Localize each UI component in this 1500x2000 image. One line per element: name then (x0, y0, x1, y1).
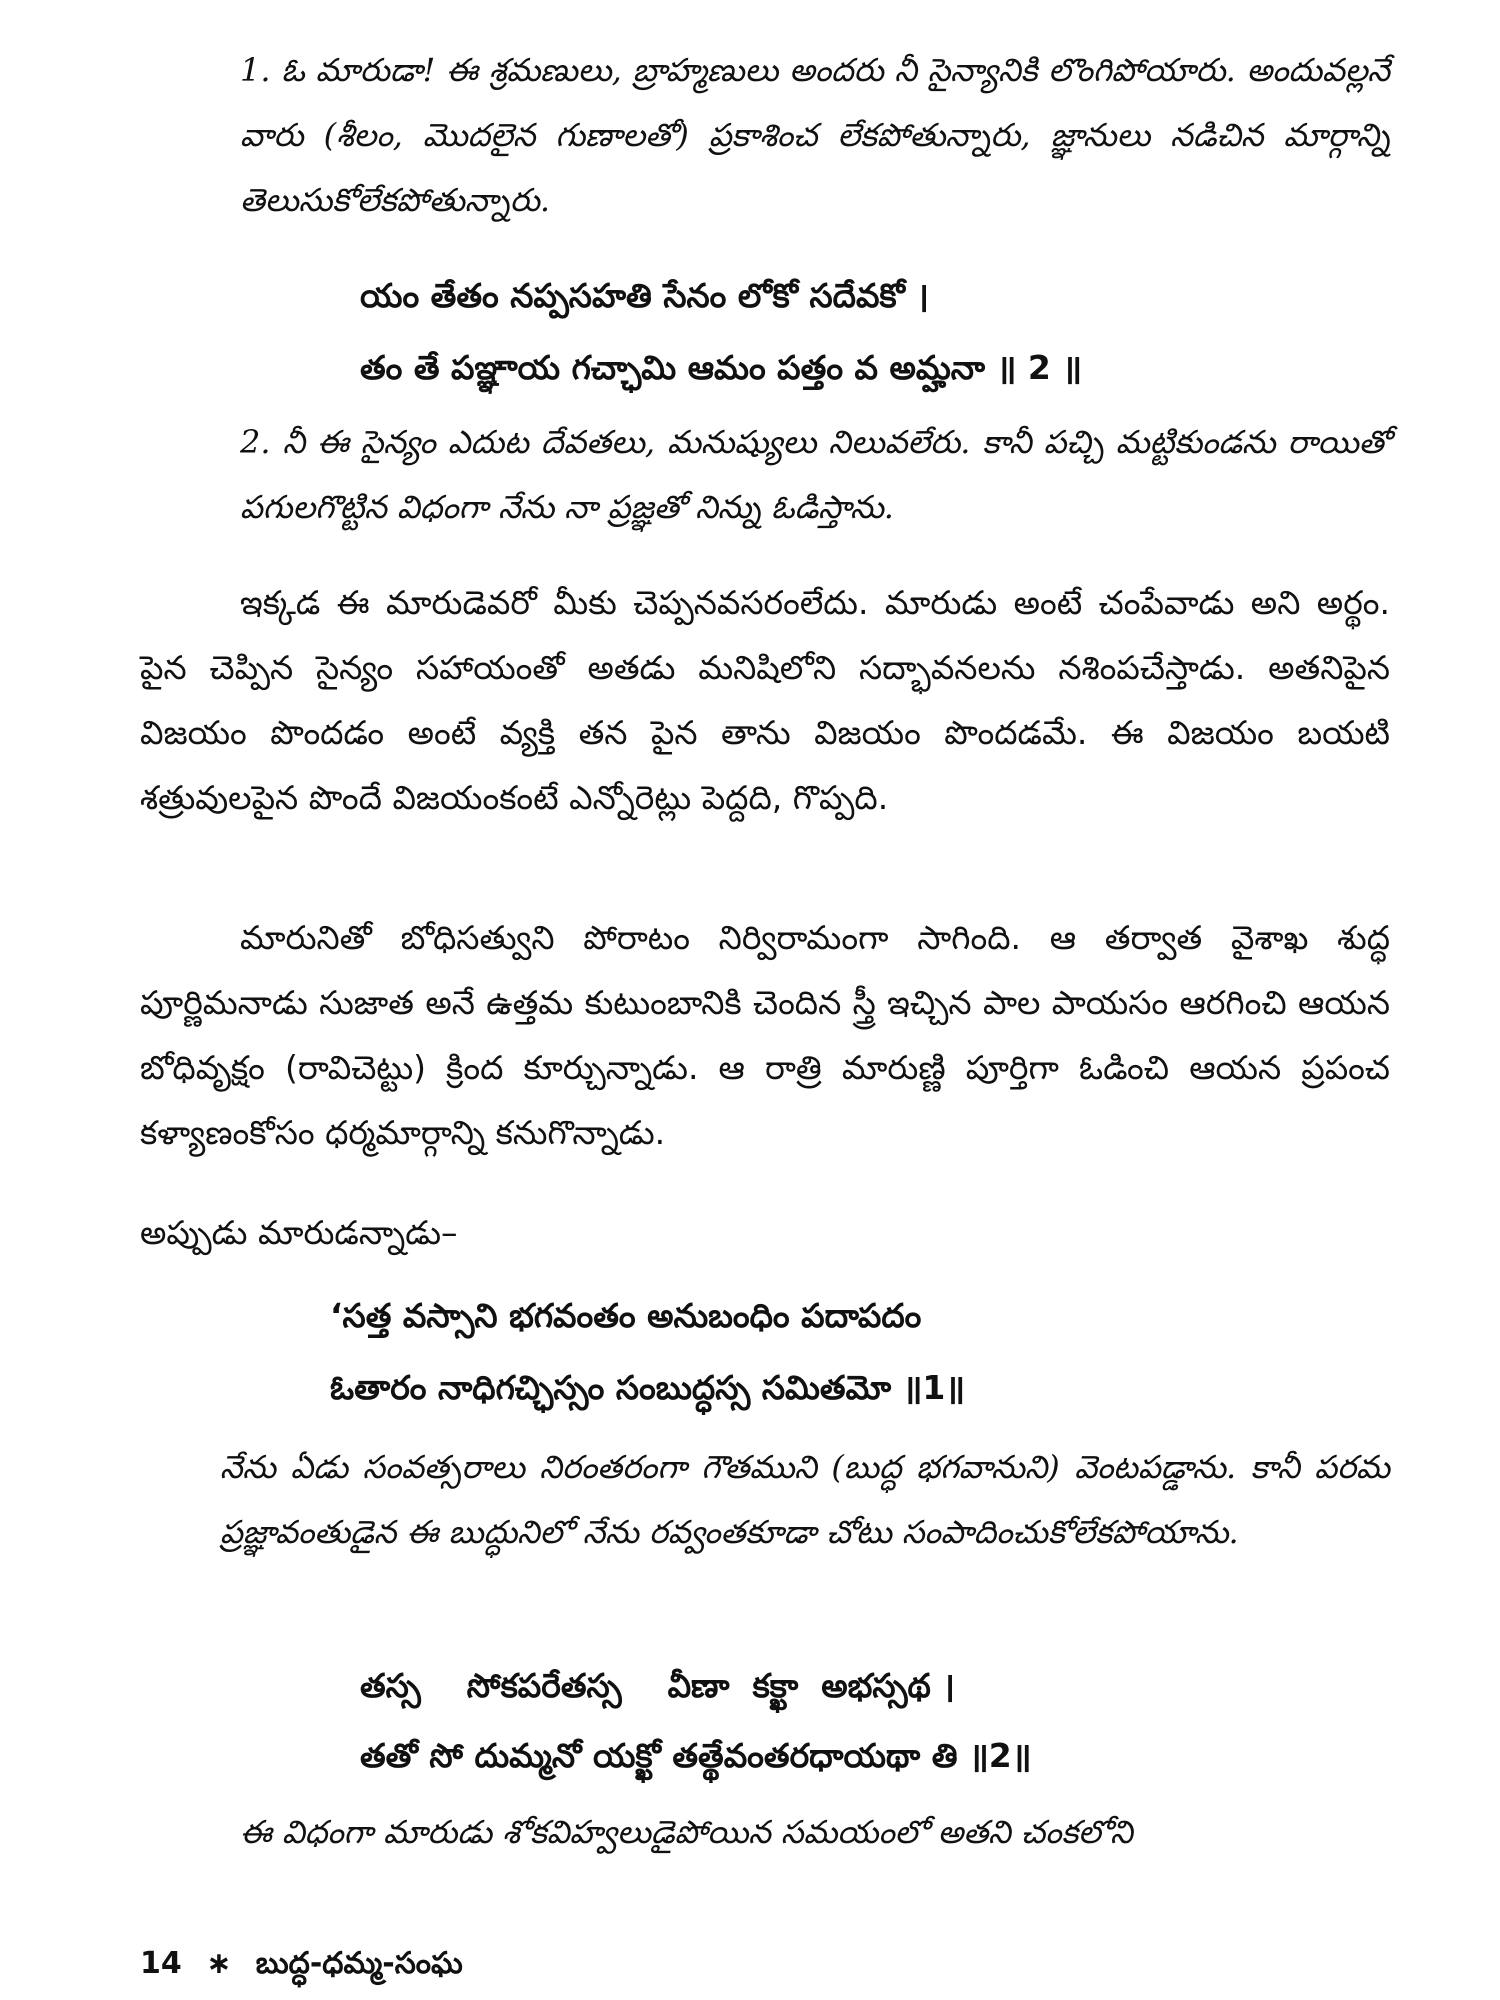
paragraph-translation-1: 1. ఓ మారుడా! ఈ శ్రమణులు, బ్రాహ్మణులు అందరు నీ సైన్యానికి లొంగిపోయారు. అందువల్లనే వారు (శీలం, మొదలైన గుణాలతో) ప్రకాశించ లేకపోతున్నారు, జ్ఞానులు నడిచిన మార్గాన్ని తెలుసుకోలేకపోతున్నారు. (240, 51, 1390, 219)
paragraph-explanation: ఇక్కడ ఈ మారుడెవరో మీకు చెప్పనవసరంలేదు. మారుడు అంటే చంపేవాడు అని అర్థం. పైన చెప్పిన సైన్యం సహాయంతో అతడు మనిషిలోని సద్భావనలను నశింపచేస్తాడు. అతనిపైన విజయం పొందడం అంటే వ్యక్తి తన పైన తాను విజయం పొందడమే. ఈ విజయం బయటి శత్రువులపైన పొందే విజయంకంటే ఎన్నోరెట్లు పెద్దది, గొప్పది. (140, 583, 1390, 817)
verse-1-line-2: తం తే పఞ్ఞాయ గచ్ఛామి ఆమం పత్తం వ అమ్హనా ॥ 2 ॥ (360, 348, 1083, 387)
paragraph-translation-3: నేను ఏడు సంవత్సరాలు నిరంతరంగా గౌతముని (బుద్ధ భగవానుని) వెంటపడ్డాను. కానీ పరమ ప్రజ్ఞావంతుడైన ఈ బుద్ధునిలో నేను రవ్వంతకూడా చోటు సంపాదించుకోలేకపోయాను. (220, 1448, 1390, 1551)
verse-3-line-2: తతో సో దుమ్మనో యక్ఖో తత్థేవంతరధాయథా తి ॥2॥ (360, 1736, 1032, 1775)
paragraph-mara-said: అప్పుడు మారుడన్నాడు– (140, 1213, 458, 1252)
paragraph-continuation: ఈ విధంగా మారుడు శోకవిహ్వలుడైపోయిన సమయంలో అతని చంకలోని (240, 1813, 1133, 1851)
page-footer (140, 1946, 463, 1988)
book-title: బుద్ధ-ధమ్మ-సంఘ (255, 1946, 463, 1981)
paragraph-narrative: మారునితో బోధిసత్వుని పోరాటం నిర్విరామంగా సాగింది. ఆ తర్వాత వైశాఖ శుద్ధ పూర్ణిమనాడు సుజాత అనే ఉత్తమ కుటుంబానికి చెందిన స్త్రీ ఇచ్చిన పాల పాయసం ఆరగించి ఆయన బోధివృక్షం (రావిచెట్టు) క్రింద కూర్చున్నాడు. ఆ రాత్రి మారుణ్ణి పూర్తిగా ఓడించి ఆయన ప్రపంచ కళ్యాణంకోసం ధర్మమార్గాన్ని కనుగొన్నాడు. (140, 918, 1390, 1152)
verse-1-line-1: యం తేతం నప్పసహతి సేనం లోకో సదేవకో । (360, 276, 929, 315)
verse-3-line-1: తస్స సోకపరేతస్స వీణా కక్ఖా అభస్సథ । (360, 1666, 955, 1705)
verse-2-line-2: ఓతారం నాధిగచ్ఛిస్సం సంబుద్ధస్స సమితమో ॥1॥ (330, 1368, 966, 1407)
paragraph-translation-2: 2. నీ ఈ సైన్యం ఎదుట దేవతలు, మనుష్యులు నిలువలేరు. కానీ పచ్చి మట్టికుండను రాయితో పగులగొట్టిన విధంగా నేను నా ప్రజ్ఞతో నిన్ను ఓడిస్తాను. (240, 423, 1390, 526)
asterisk-icon: ∗ (206, 1946, 232, 1981)
verse-2-line-1: ‘సత్త వస్సాని భగవంతం అనుబంధిం పదాపదం (330, 1296, 922, 1335)
page-number: 14 (140, 1946, 182, 1981)
